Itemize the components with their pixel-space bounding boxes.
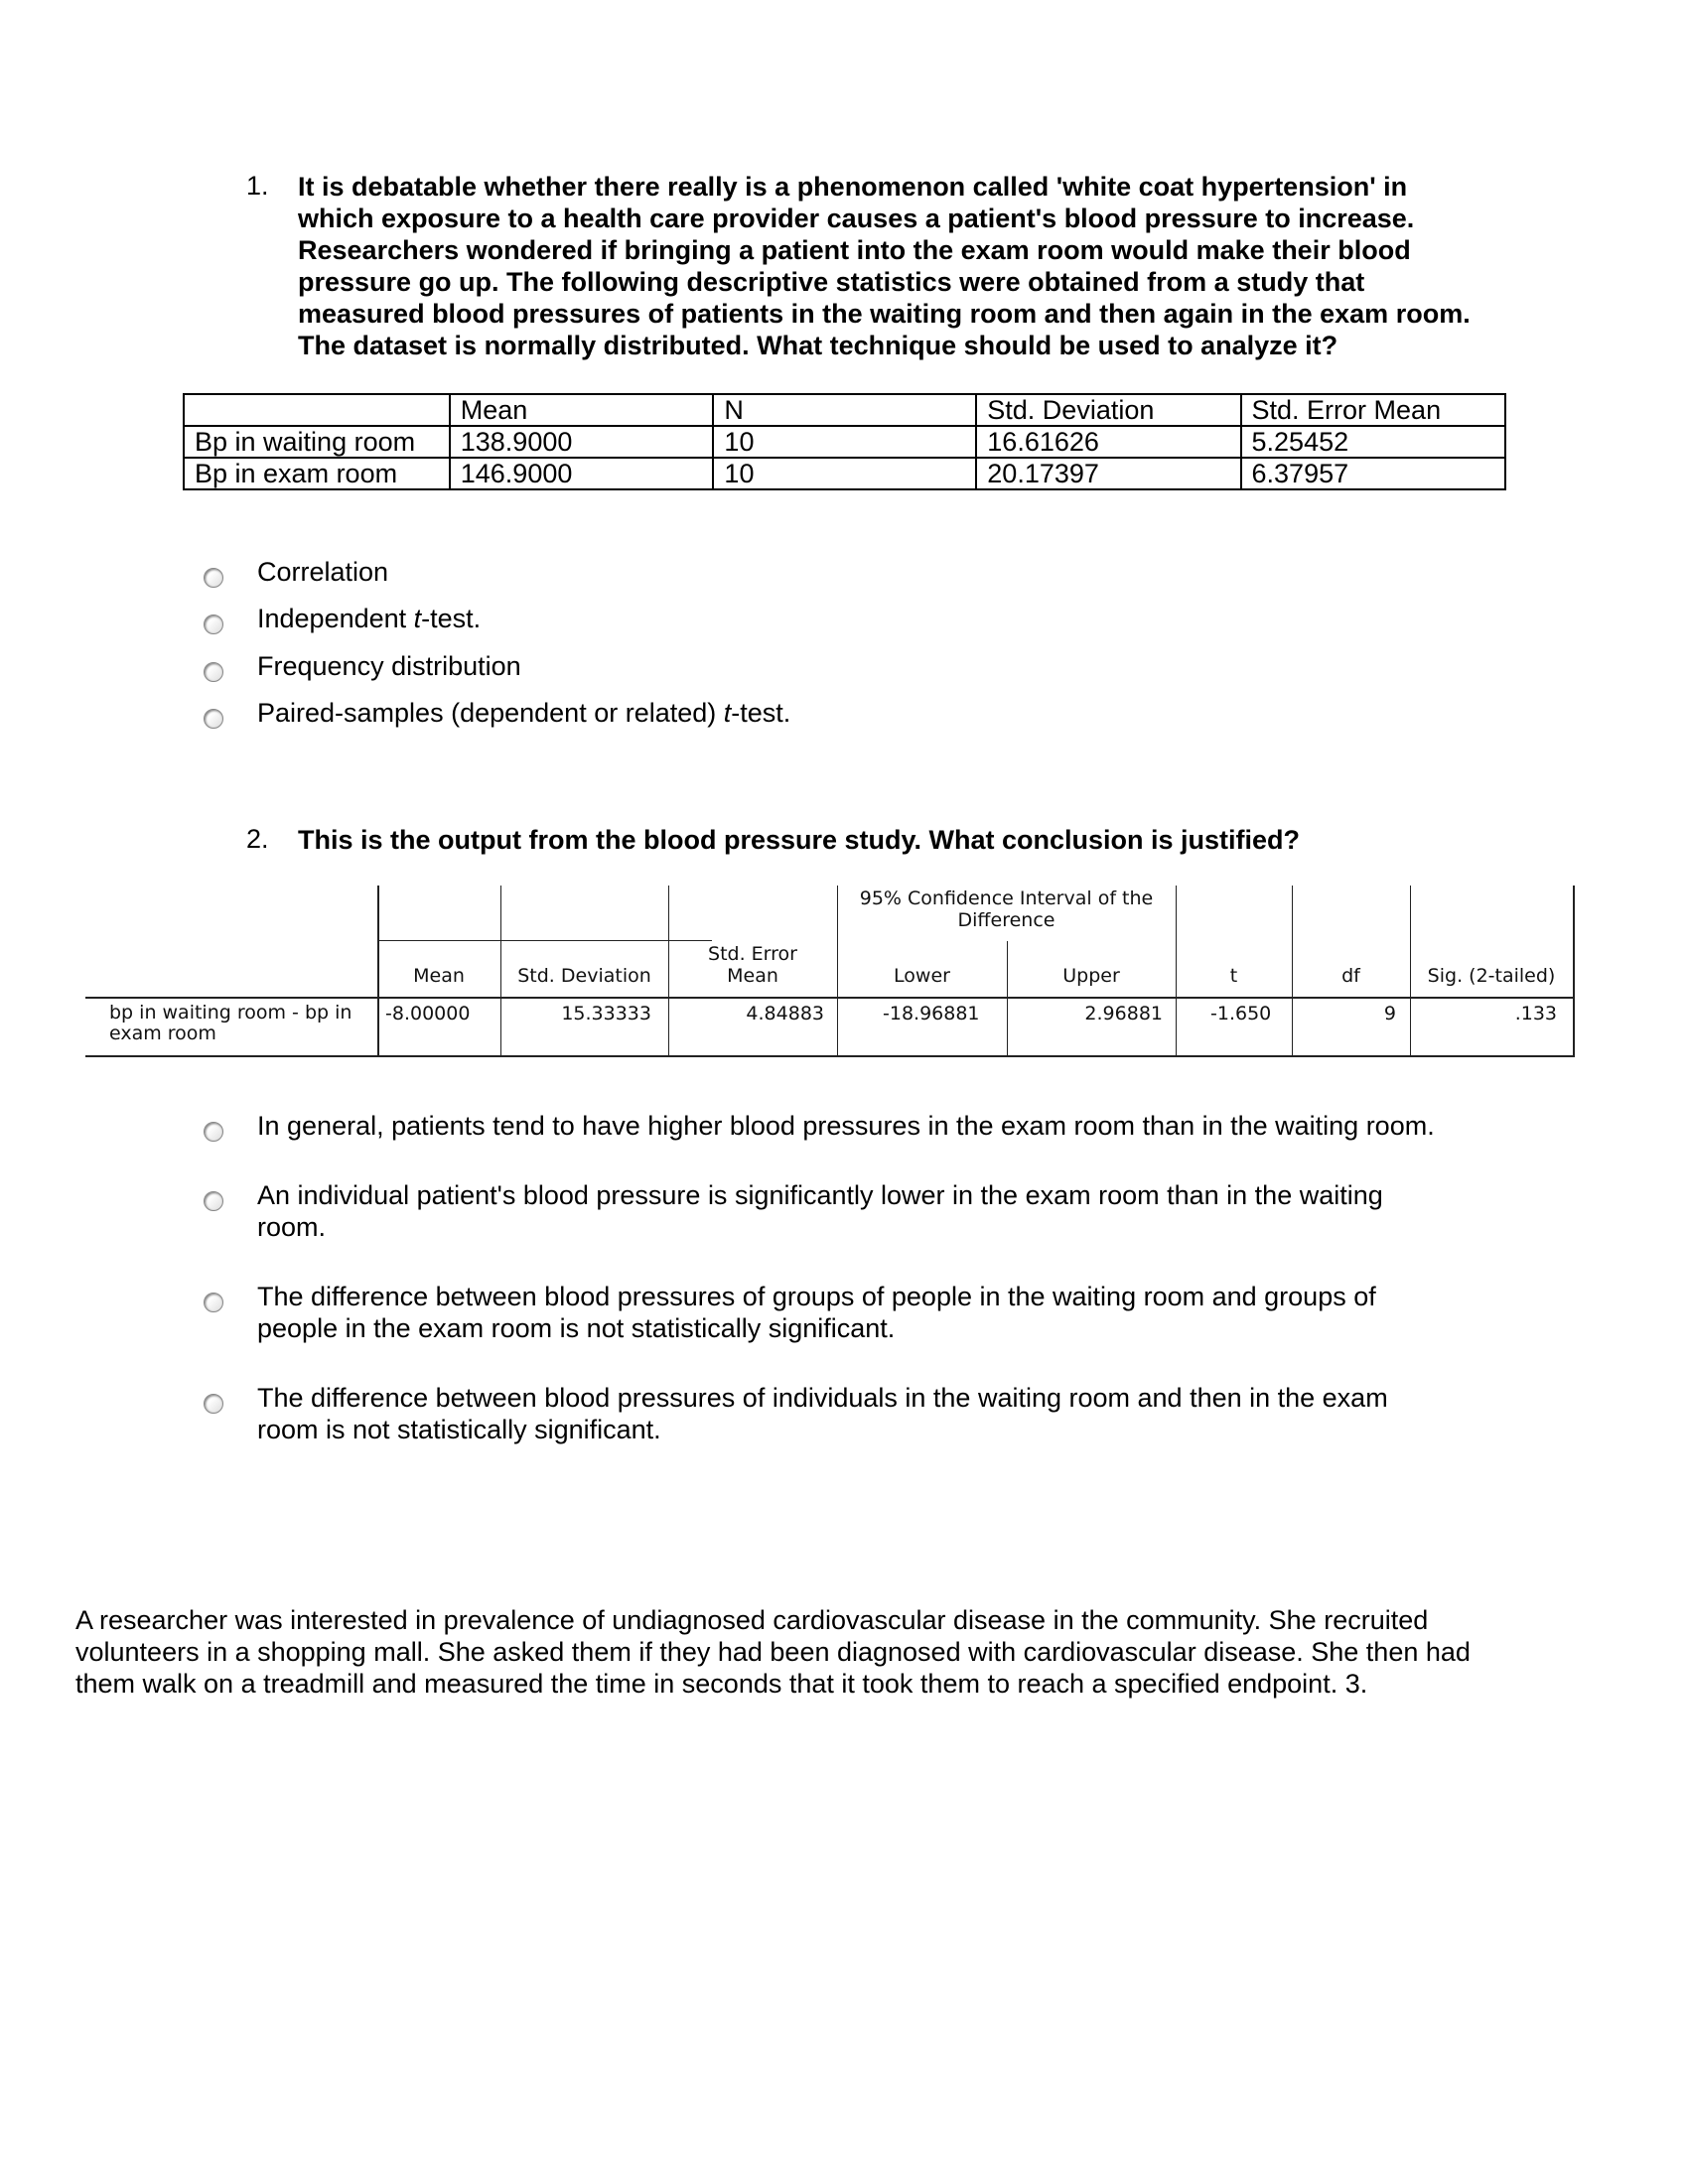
radio-button[interactable] (204, 614, 223, 634)
table-rule (85, 997, 1575, 999)
table-cell: 10 (713, 426, 976, 458)
radio-button[interactable] (204, 1394, 223, 1414)
table-rule (377, 940, 712, 941)
question-2-text: This is the output from the blood pressure study. What conclusion is justified? (298, 825, 1301, 855)
cell-sig: .133 (1514, 1003, 1557, 1024)
table-cell: 146.9000 (450, 458, 714, 489)
cell-t: -1.650 (1210, 1003, 1272, 1024)
radio-button[interactable] (204, 709, 223, 729)
header-cell: Std. Error Mean (1241, 394, 1505, 426)
table-rule (85, 1055, 1575, 1057)
table-cell: 138.9000 (450, 426, 714, 458)
question-1-number: 1. (246, 171, 269, 201)
header-cell: Std. Deviation (976, 394, 1240, 426)
cell-std-error: 4.84883 (746, 1003, 824, 1024)
table-rule (1573, 886, 1575, 1057)
header-cell: Mean (450, 394, 714, 426)
ci-header: 95% Confidence Interval of the Difference (859, 887, 1154, 931)
cell-upper: 2.96881 (1084, 1003, 1163, 1024)
cell-lower: -18.96881 (883, 1003, 980, 1024)
question-1-text: It is debatable whether there really is a phenomenon called 'white coat hypertension' in which exposure to a health care provider causes a patient's blood pressure to increase. Researchers wondered if bringing a patient into the exam room would make their blood pressure go up. The following descriptive statistics were obtained from a study that measured blood pressures of patients in the waiting room and then again in the exam room. The dataset is normally distributed. What technique should be used to analyze it? (298, 172, 1471, 360)
header-std-error-mean: Std. Error Mean (708, 943, 797, 987)
table-cell: Bp in waiting room (184, 426, 450, 458)
option-label: Frequency distribution (257, 651, 521, 681)
header-cell: N (713, 394, 976, 426)
radio-button[interactable] (204, 568, 223, 588)
header-t: t (1229, 965, 1238, 987)
header-std-deviation: Std. Deviation (517, 965, 651, 987)
table-row (184, 458, 1505, 489)
radio-button[interactable] (204, 1122, 223, 1142)
table-cell: 16.61626 (976, 426, 1240, 458)
option-label: Independent t-test. (257, 604, 482, 633)
table-cell: 6.37957 (1241, 458, 1505, 489)
header-sig: Sig. (2-tailed) (1427, 965, 1556, 987)
header-lower: Lower (894, 965, 950, 987)
cell-df: 9 (1383, 1003, 1396, 1024)
option-label: The difference between blood pressures of individuals in the waiting room and then in the exam room is not statistically significant. (257, 1383, 1388, 1444)
paired-samples-test-table (85, 886, 1575, 1057)
table-cell: 20.17397 (976, 458, 1240, 489)
header-upper: Upper (1062, 965, 1120, 987)
radio-button[interactable] (204, 662, 223, 682)
header-cell (184, 394, 450, 426)
header-df: df (1341, 965, 1360, 987)
header-mean: Mean (413, 965, 465, 987)
option-label: In general, patients tend to have higher blood pressures in the exam room than in the waiting room. (257, 1111, 1435, 1141)
option-label: The difference between blood pressures of groups of people in the waiting room and groups of people in the exam room is not statistically significant. (257, 1282, 1376, 1343)
row-label: bp in waiting room - bp in exam room (109, 1002, 352, 1044)
table-row (184, 426, 1505, 458)
table-cell: 10 (713, 458, 976, 489)
cell-mean: -8.00000 (385, 1003, 471, 1024)
question-2 (246, 824, 1487, 860)
option-label: Correlation (257, 557, 389, 587)
question-1 (246, 171, 1487, 369)
radio-button[interactable] (204, 1191, 223, 1211)
radio-button[interactable] (204, 1293, 223, 1312)
table-cell: 5.25452 (1241, 426, 1505, 458)
table-rule (1007, 941, 1008, 1057)
option-label: Paired-samples (dependent or related) t-test. (257, 698, 791, 728)
table-cell: Bp in exam room (184, 458, 450, 489)
question-2-number: 2. (246, 824, 269, 854)
descriptive-statistics-table (183, 393, 1506, 490)
scenario-paragraph: A researcher was interested in prevalence of undiagnosed cardiovascular disease in the community. She recruited volunteers in a shopping mall. She asked them if they had been diagnosed with cardiovascular disease. She then had them walk on a treadmill and measured the time in seconds that it took them to reach a specified endpoint. 3. (75, 1605, 1471, 1699)
option-label: An individual patient's blood pressure is significantly lower in the exam room than in the waiting room. (257, 1180, 1383, 1242)
table-header-row (184, 394, 1505, 426)
cell-std-deviation: 15.33333 (561, 1003, 651, 1024)
